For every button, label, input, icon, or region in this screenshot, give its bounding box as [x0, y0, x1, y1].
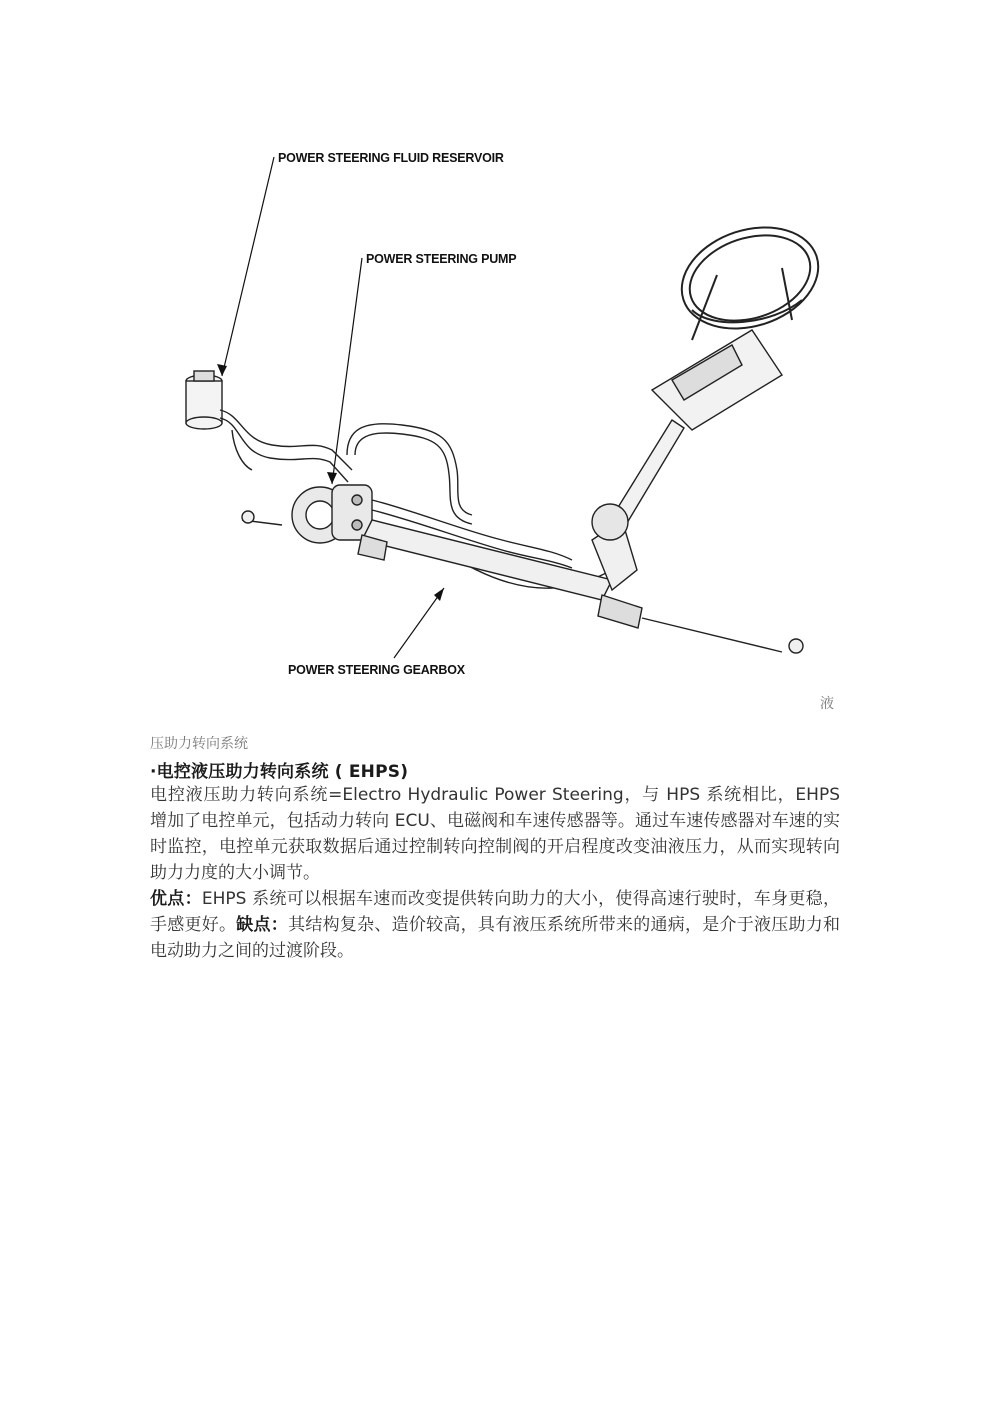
cons-text: 其结构复杂、造价较高，具有液压系统所带来的通病，是介于液压助力和电动助力之间的过渡阶段。	[150, 915, 841, 961]
pros-text: EHPS 系统可以根据车速而改变提供转向助力的大小，使得高速行驶时，车身更稳，手感更好。	[150, 889, 840, 935]
label-fluid-reservoir: POWER STEERING FLUID RESERVOIR	[278, 151, 504, 165]
pump-drawing	[292, 485, 372, 543]
steering-wheel-drawing	[669, 211, 822, 346]
pros-cons-paragraph	[150, 886, 840, 964]
leader-lines	[222, 157, 444, 658]
power-steering-diagram	[172, 140, 822, 710]
pros-label: 优点：	[150, 889, 202, 909]
figure-caption-tail: 液	[820, 696, 834, 712]
steering-column-drawing	[592, 330, 782, 540]
body-text	[150, 782, 840, 964]
fluid-reservoir-drawing	[186, 371, 222, 429]
label-pump: POWER STEERING PUMP	[366, 252, 517, 266]
label-gearbox: POWER STEERING GEARBOX	[288, 663, 465, 677]
intro-paragraph: 电控液压助力转向系统=Electro Hydraulic Power Steering，与 HPS 系统相比，EHPS 增加了电控单元，包括动力转向 ECU、电磁阀和车速传感器等。通过车速传感器对车速的实时监控，电控单元获取数据后通过控制转向控制阀的开启程度改变油液压力，从而实现转向助力力度的大小调节。	[150, 785, 840, 883]
figure-caption-head: 压助力转向系统	[150, 736, 248, 752]
section-heading: ·电控液压助力转向系统 ( EHPS)	[150, 762, 409, 782]
hose-lines	[220, 410, 612, 588]
cons-label: 缺点：	[236, 915, 289, 935]
diagram-svg	[172, 140, 822, 710]
